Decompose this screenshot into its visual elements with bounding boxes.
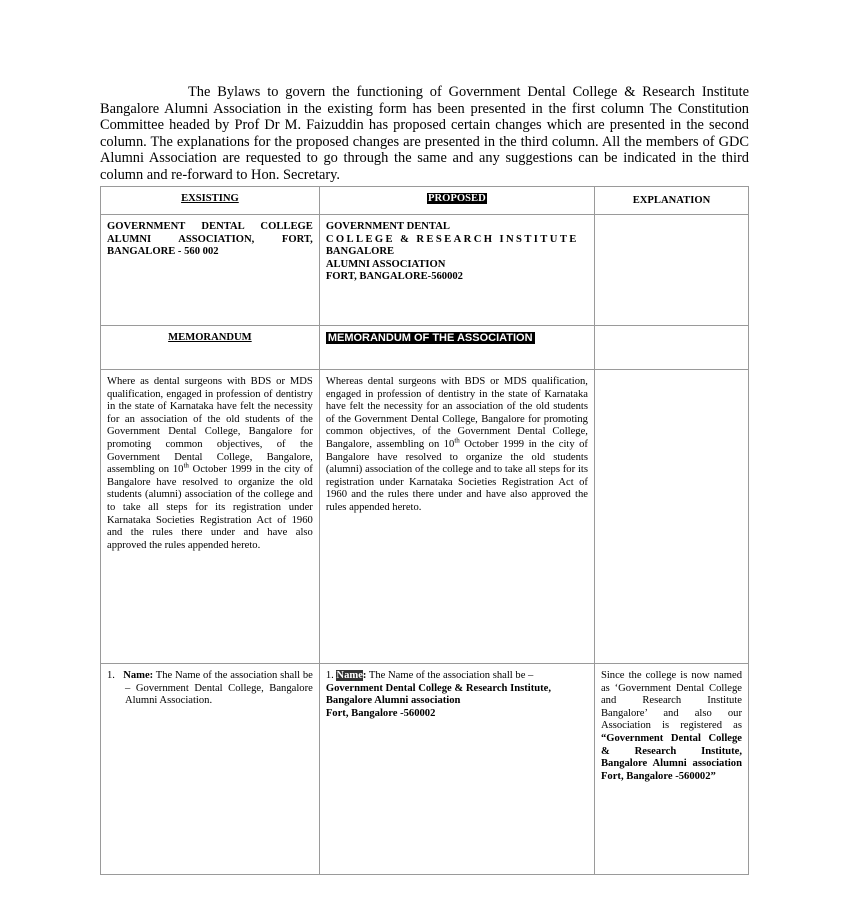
explanation-empty-cell xyxy=(594,326,748,370)
existing-association-name: GOVERNMENT DENTAL COLLEGE ALUMNI ASSOCIATION, FORT, BANGALORE - 560 002 xyxy=(101,215,320,326)
table-row xyxy=(101,370,749,664)
existing-preamble: Where as dental surgeons with BDS or MDS qualification, engaged in profession of dentistry in the state of Karnataka have felt the necessity for an association of the old students of the Government Dental College, Bangalore for promoting common objectives, of the Government Dental College, Bangalore, assembling on 10th October 1999 in the city of Bangalore have resolved to organize the old students (alumni) association of the college and to take all steps for its registration under Karnataka Societies Registration Act of 1960 and the rules there under and have also approved the rules appended hereto. xyxy=(101,370,320,664)
existing-memorandum-heading: MEMORANDUM xyxy=(101,326,320,370)
header-explanation: EXPLANATION xyxy=(594,187,748,215)
explanation-empty-cell xyxy=(594,215,748,326)
table-row xyxy=(101,326,749,370)
intro-paragraph xyxy=(100,84,749,184)
explanation-name-change: Since the college is now named as ‘Government Dental College and Research Institute Bangalore’ and also our Association is registered as “Government Dental College & Research Institute, Bangalore Alumni association Fort, Bangalore -560002” xyxy=(594,664,748,875)
intro-text: The Bylaws to govern the functioning of Government Dental College & Research Institute Bangalore Alumni Association in the existing form has been presented in the first column The Constitution Committee headed by Prof Dr M. Faizuddin has proposed certain changes which are presented in the second column. The explanations for the proposed changes are presented in the third column. All the members of GDC Alumni Association are requested to go through the same and any suggestions can be indicated in the third column and re-forward to Hon. Secretary. xyxy=(100,84,749,183)
table-header-row xyxy=(101,187,749,215)
header-existing: EXSISTING xyxy=(101,187,320,215)
bylaws-comparison-table xyxy=(100,186,749,875)
existing-name-clause: 1. Name: The Name of the association shall be – Government Dental College, Bangalore Alumni Association. xyxy=(101,664,320,875)
explanation-empty-cell xyxy=(594,370,748,664)
header-proposed: PROPOSED xyxy=(319,187,594,215)
table-row xyxy=(101,664,749,875)
proposed-name-clause: 1. Name: The Name of the association shall be – Government Dental College & Research Institute, Bangalore Alumni association Fort, Bangalore -560002 xyxy=(319,664,594,875)
proposed-preamble: Whereas dental surgeons with BDS or MDS qualification, engaged in profession of dentistry in the state of Karnataka have felt the necessity for an association of the old students of the Government Dental College, Bangalore for promoting common objectives, of the Government Dental College, Bangalore, assembling on 10th October 1999 in the city of Bangalore have resolved to organize the old students (alumni) association of the college and to take all steps for its registration under Karnataka Societies Registration Act of 1960 and the rules there under and have also approved the rules appended hereto. xyxy=(319,370,594,664)
proposed-memorandum-heading: MEMORANDUM OF THE ASSOCIATION xyxy=(319,326,594,370)
proposed-association-name: GOVERNMENT DENTAL COLLEGE & RESEARCH INSTITUTE BANGALORE ALUMNI ASSOCIATION FORT, BANGALORE-560002 xyxy=(319,215,594,326)
table-row xyxy=(101,215,749,326)
